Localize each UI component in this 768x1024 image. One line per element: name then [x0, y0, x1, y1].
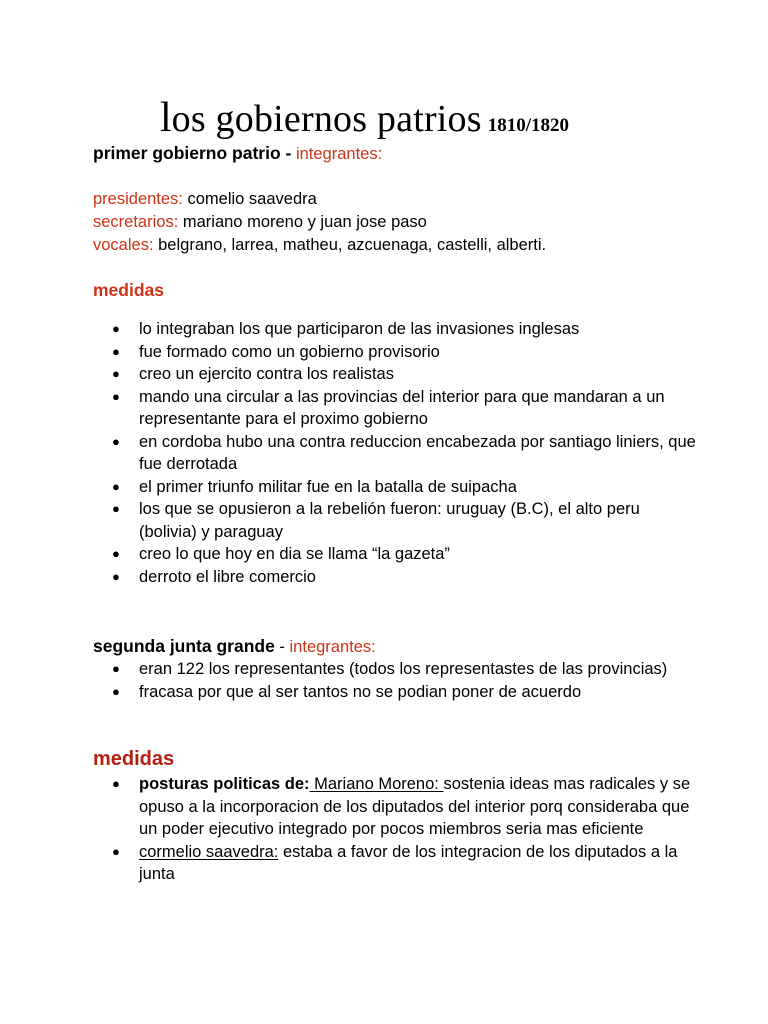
section2-heading-sep: -	[279, 638, 285, 656]
list-item-text: en cordoba hubo una contra reduccion encabezada por santiago liniers, que fue derrotada	[139, 432, 696, 473]
document-title	[160, 94, 569, 142]
list-item-text: el primer triunfo militar fue en la batalla de suipacha	[139, 477, 517, 496]
bullet-icon: ●	[112, 321, 120, 336]
vocales-label: vocales:	[93, 236, 154, 254]
list-item	[0, 658, 699, 681]
saavedra-text: estaba a favor de los integracion de los diputados a la junta	[139, 842, 678, 883]
secretarios-line	[93, 211, 427, 233]
bullet-icon: ●	[112, 388, 120, 404]
section2-list	[0, 658, 699, 703]
list-item-text: creo lo que hoy en dia se llama “la gazeta”	[139, 545, 450, 563]
saavedra-name: cormelio saavedra:	[139, 842, 279, 861]
list-item-text: fracasa por que al ser tantos no se podian poner de acuerdo	[139, 682, 582, 701]
title-years: 1810/1820	[487, 115, 570, 136]
bullet-icon: ●	[112, 843, 120, 859]
list-item-text: los que se opusieron a la rebelión fueron: uruguay (B.C), el alto peru (bolivia) y paraguay	[139, 500, 640, 541]
list-item	[0, 363, 699, 386]
presidentes-label: presidentes:	[93, 190, 183, 208]
list-item	[0, 476, 699, 499]
bullet-icon: ●	[112, 366, 120, 381]
secretarios-label: secretarios:	[93, 213, 179, 231]
list-item	[0, 841, 699, 886]
title-text: os gobiernos patrios	[171, 98, 482, 140]
section2-heading-text: segunda junta grande	[93, 636, 275, 656]
presidentes-line	[93, 188, 317, 210]
bullet-icon: ●	[112, 501, 120, 516]
section1-medidas-list	[0, 318, 699, 588]
moreno-text: sostenia ideas mas radicales y se opuso a la incorporacion de los diputados del interior porq consideraba que un poder ejecutivo integrado por pocos miembros seria mas eficiente	[139, 775, 691, 838]
list-item	[0, 566, 699, 589]
secretarios-value: mariano moreno y juan jose paso	[182, 213, 427, 231]
list-item-text: fue formado como un gobierno provisorio	[139, 342, 440, 361]
section1-heading-tag: integrantes:	[295, 145, 383, 163]
bullet-icon: ●	[112, 661, 120, 676]
section2-medidas-list	[0, 773, 699, 886]
section2-medidas-heading-text: medidas	[93, 748, 175, 770]
list-item	[0, 681, 699, 704]
title-first-letter: l	[160, 95, 172, 141]
section1-medidas-heading	[93, 279, 164, 302]
list-item	[0, 386, 699, 431]
bullet-icon: ●	[112, 478, 120, 494]
list-item-text: creo un ejercito contra los realistas	[139, 365, 394, 383]
list-item-text: mando una circular a las provincias del interior para que mandaran a un representante para el proximo gobierno	[139, 387, 665, 428]
list-item	[0, 773, 699, 841]
bullet-icon: ●	[112, 433, 120, 449]
list-item	[0, 498, 699, 543]
list-item	[0, 543, 699, 566]
presidentes-value: comelio saavedra	[187, 190, 317, 208]
section2-heading	[93, 635, 376, 658]
section2-medidas-heading	[93, 748, 174, 771]
list-item-text: derroto el libre comercio	[139, 567, 316, 586]
list-item	[0, 431, 699, 476]
vocales-value: belgrano, larrea, matheu, azcuenaga, castelli, alberti.	[158, 236, 547, 254]
posturas-label: posturas politicas de:	[139, 775, 310, 793]
list-item-text: lo integraban los que participaron de las invasiones inglesas	[139, 320, 580, 338]
vocales-line	[93, 234, 546, 256]
moreno-name: Mariano Moreno:	[309, 775, 444, 793]
bullet-icon: ●	[112, 568, 120, 584]
section1-heading-text: primer gobierno patrio -	[93, 143, 292, 163]
section1-heading	[93, 142, 382, 165]
bullet-icon: ●	[112, 776, 120, 791]
list-item-text: eran 122 los representantes (todos los representastes de las provincias)	[139, 660, 668, 678]
bullet-icon: ●	[112, 343, 120, 359]
list-item	[0, 318, 699, 341]
section2-heading-tag: integrantes:	[289, 638, 376, 656]
bullet-icon: ●	[112, 546, 120, 561]
section1-medidas-heading-text: medidas	[93, 280, 164, 300]
bullet-icon: ●	[112, 683, 120, 699]
list-item	[0, 341, 699, 364]
